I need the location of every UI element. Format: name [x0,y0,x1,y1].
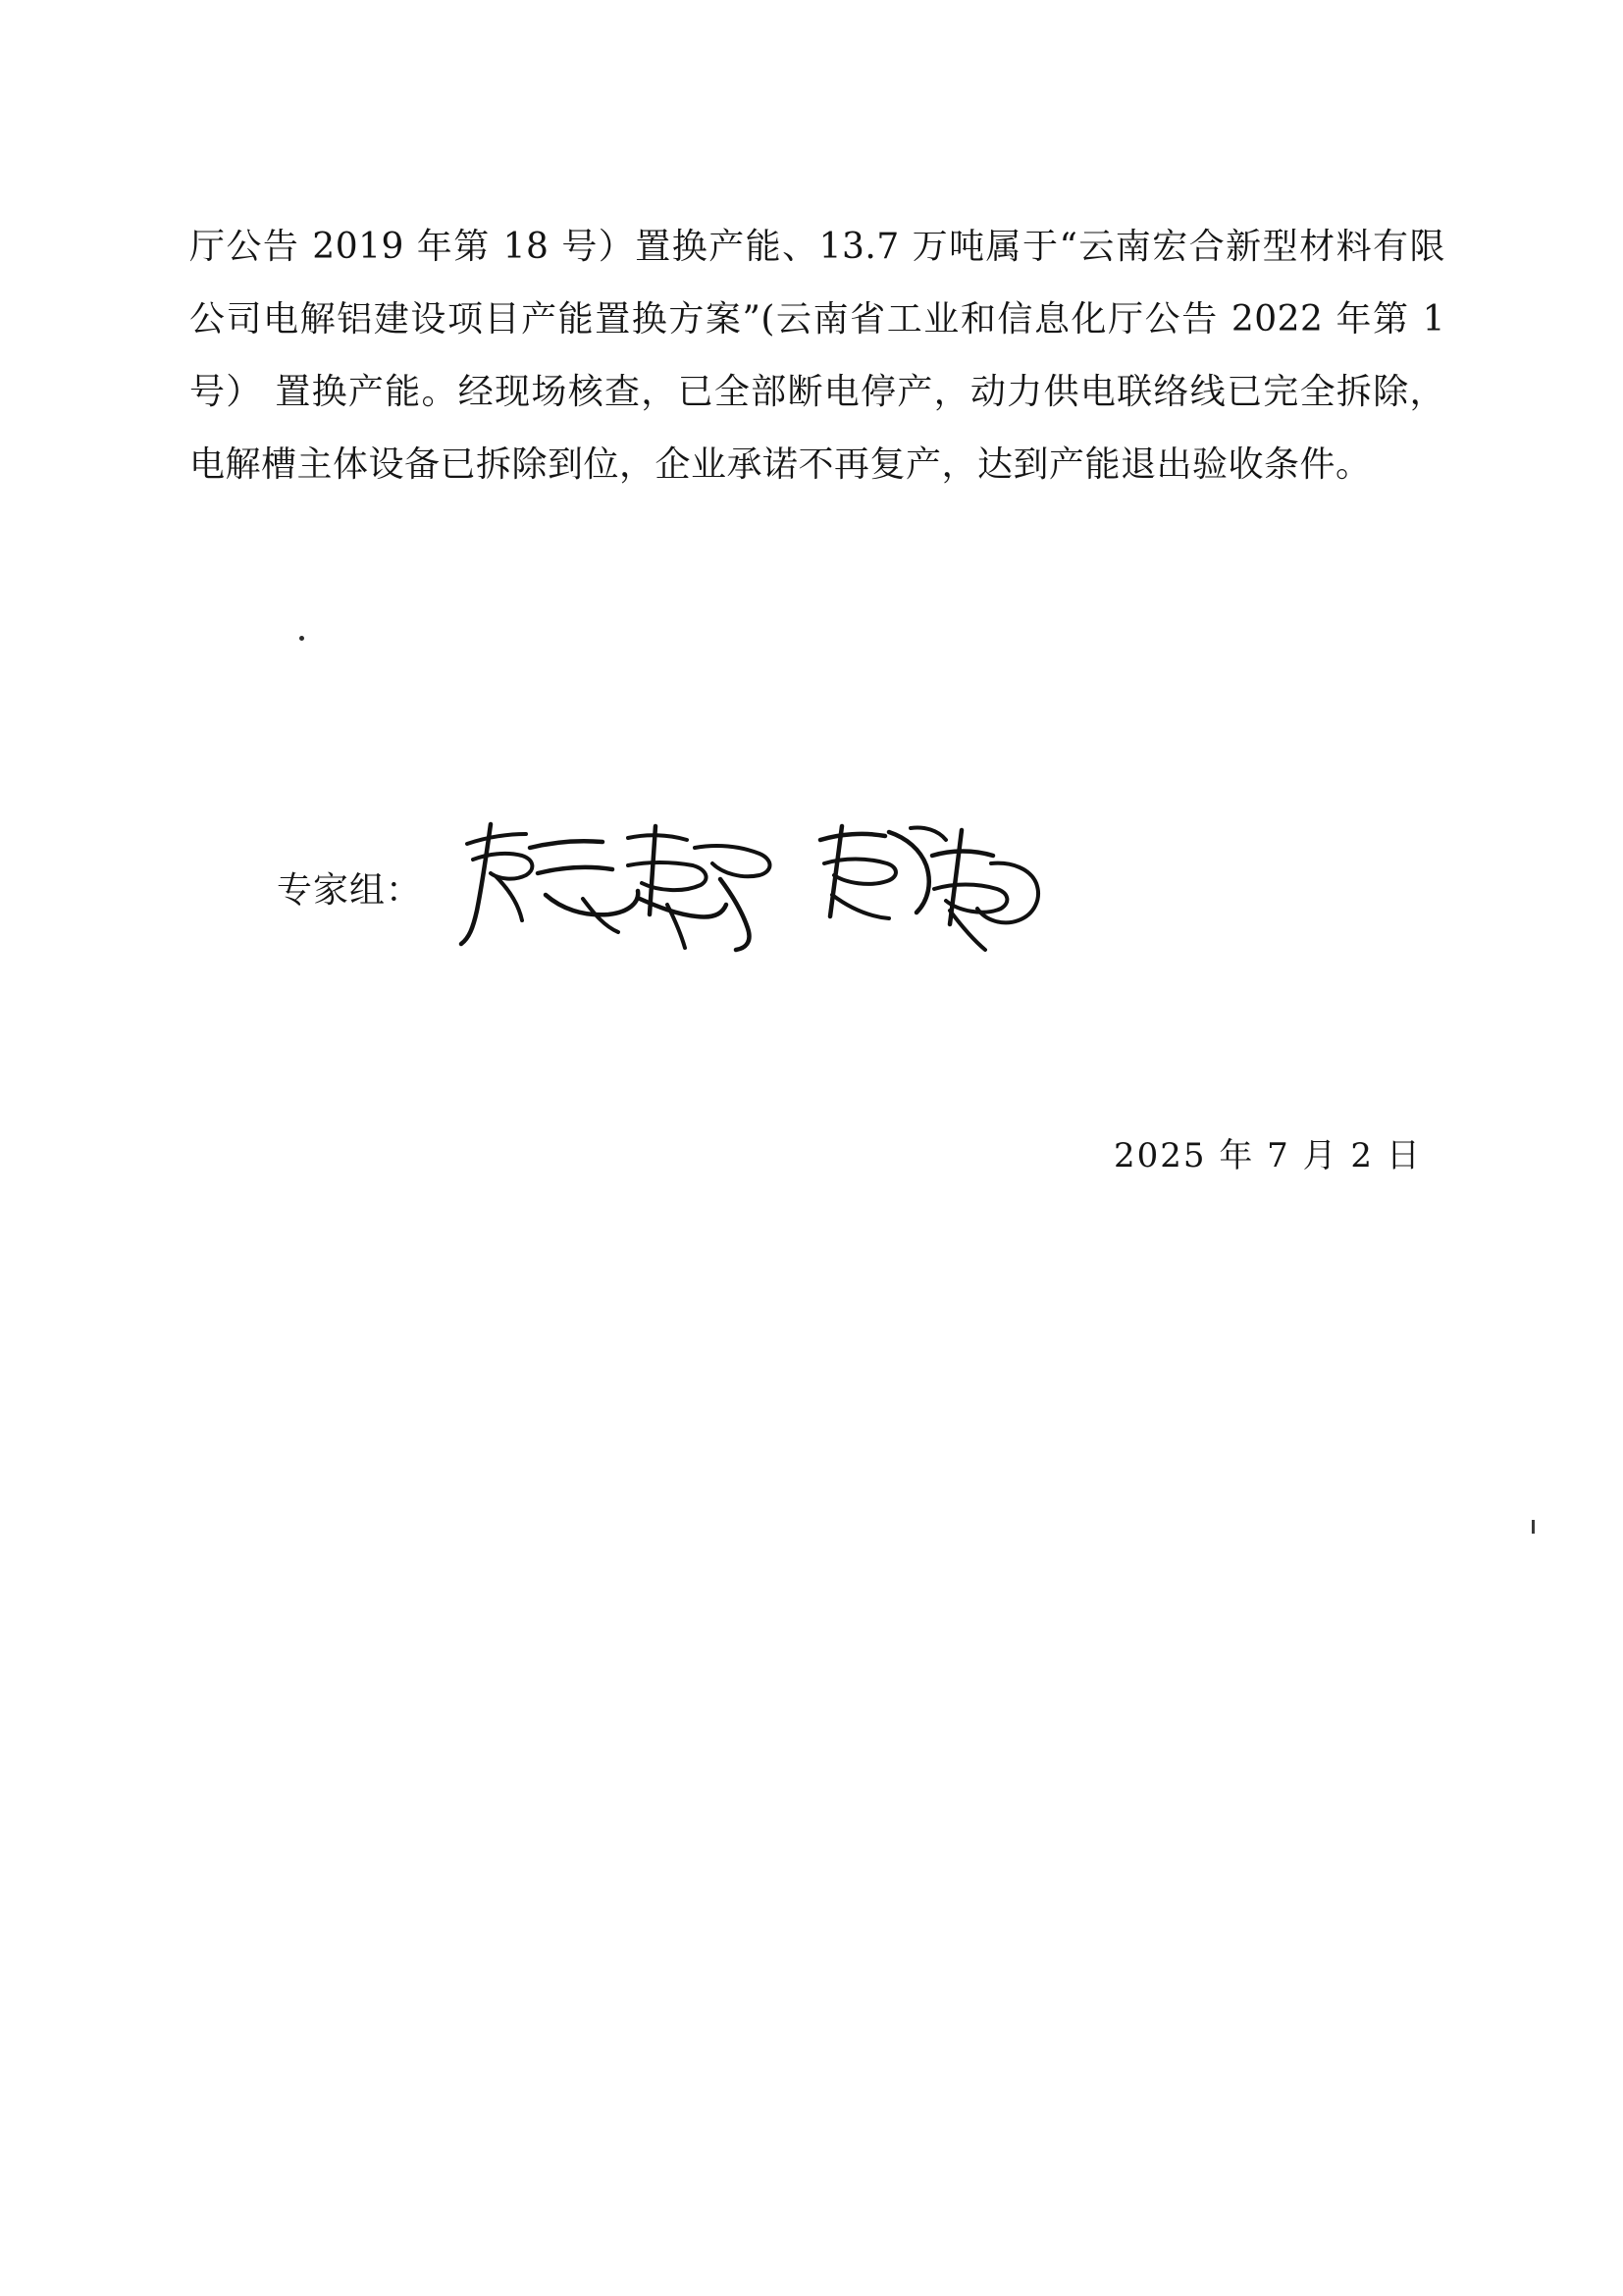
handwritten-signatures [436,805,1044,976]
stray-ink-dot [299,636,304,641]
body-paragraph-block [189,211,1457,513]
signature-block [277,805,1044,976]
signature-label: 专家组： [277,869,423,911]
signature-date: 2025 年 7 月 2 日 [1114,1136,1422,1175]
scan-edge-mark [1532,1520,1535,1534]
body-paragraph: 厅公告 2019 年第 18 号）置换产能、13.7 万吨属于“云南宏合新型材料有限公司电解铝建设项目产能置换方案”(云南省工业和信息化厅公告 2022 年第 1 号） 置换产能。经现场核查，已全部断电停产，动力供电联络线已完全拆除，电解槽主体设备已拆除到位，企业承诺不再复产，达到产能退出验收条件。 [189,227,1457,485]
